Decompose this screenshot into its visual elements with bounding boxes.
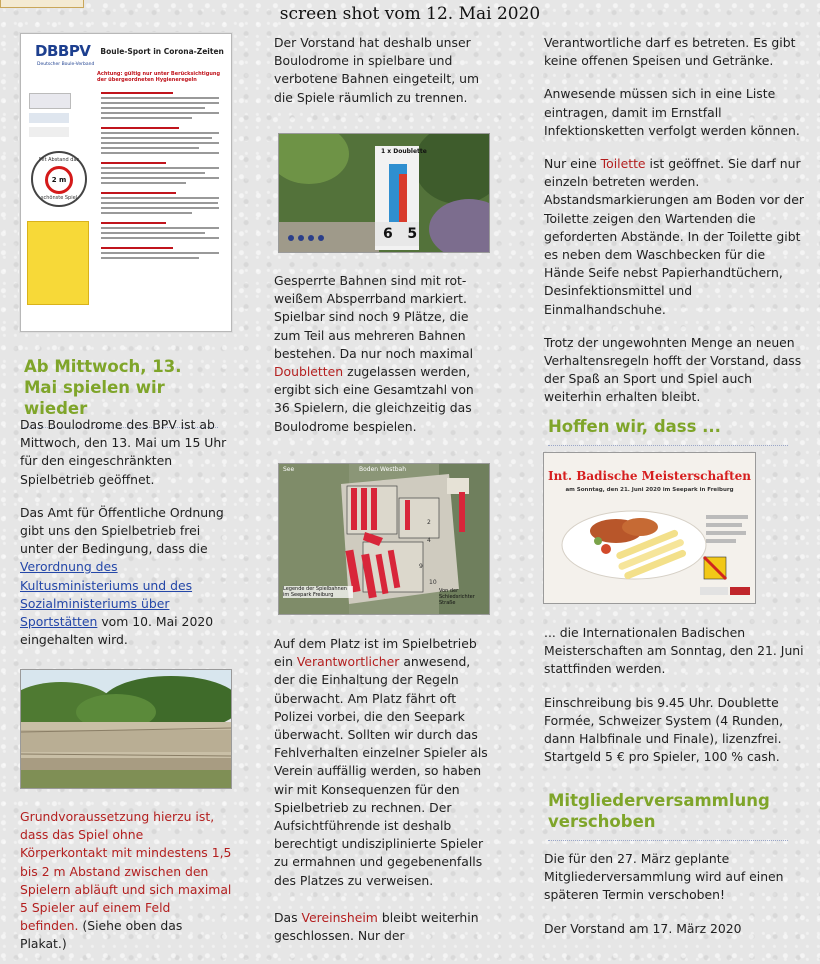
basic-requirement <box>20 808 232 954</box>
boulodrome-photo <box>20 669 232 789</box>
lanes-intro: Der Vorstand hat deshalb unser Boulodrome in spielbare und verbotene Bahnen eingeteilt, um die Spiele räumlich zu trennen. <box>274 35 480 105</box>
clubhouse-text-before: Das <box>274 910 298 925</box>
responsible-paragraph: Verantwortliche darf es betreten. Es gibt keine offenen Speisen und Getränke. <box>544 35 796 69</box>
regulation-date-text: vom 10. Mai 2020 eingehalten wird. <box>20 614 214 648</box>
svg-text:10: 10 <box>429 579 437 586</box>
blocked-lanes-text: Gesperrte Bahnen sind mit rot-weißem Absperrband markiert. Spielbar sind noch 9 Plätze, die zum Teil aus mehreren Bahnen bestehen. Da nur noch maximal <box>274 273 474 361</box>
right-text-top <box>544 34 804 422</box>
supervisor-paragraph <box>274 635 488 890</box>
poster-title: Boule-Sport in Corona-Zeiten <box>100 46 224 56</box>
flyer-subtitle: am Sonntag, den 21. Juni 2020 im Seepark in Freiburg <box>565 487 734 493</box>
requirement-note: (Siehe oben das Plakat.) <box>20 918 183 952</box>
svg-text:2: 2 <box>427 519 431 526</box>
page-title: screen shot vom 12. Mai 2020 <box>279 4 541 24</box>
two-meter-sign: 2 m <box>45 166 73 194</box>
regulation-text: Das Amt für Öffentliche Ordnung gibt uns den Spielbetrieb frei unter der Bedingung, dass die <box>20 504 224 557</box>
boulodrome-photo-graphic <box>21 670 231 788</box>
distance-badge <box>31 151 87 207</box>
registration-paragraph: Einschreibung bis 9.45 Uhr. Doublette Formée, Schweizer System (4 Runden, dann Halbfinale und Finale), lizenzfrei. Startgeld 5 € pro Spieler, 100 % cash. <box>544 694 784 765</box>
badge-text-bottom: schönste Spiel <box>40 195 78 201</box>
regulation-link[interactable]: Verordnung des Kultusministeriums und des Sozialministeriums über Sportstätten <box>20 559 193 630</box>
lane-sign-label: 1 x Doublette <box>381 148 427 155</box>
svg-text:9: 9 <box>419 563 423 570</box>
poster-warning: Achtung: gültig nur unter Berücksichtigung der übergeordneten Hygieneregeln <box>97 71 221 83</box>
hope-paragraph: Trotz der ungewohnten Menge an neuen Verhaltensregeln hofft der Vorstand, dass der Spaß an Sport und Spiel auch weiterhin erhalten bleibt. <box>544 334 802 405</box>
heading-reopening: Ab Mittwoch, 13. Mai spielen wir wieder <box>24 356 218 428</box>
championship-flyer <box>543 452 756 604</box>
supervisor-highlight: Verantwortlicher <box>296 654 400 670</box>
attendance-list-paragraph: Anwesende müssen sich in eine Liste eintragen, damit im Ernstfall Infektionsketten verfolgt werden können. <box>544 86 800 138</box>
heading-hope: Hoffen wir, dass ... <box>548 416 788 446</box>
toilet-highlight: Toilette <box>600 156 646 172</box>
blocked-lanes-paragraph <box>274 272 488 436</box>
toilet-paragraph <box>544 155 804 319</box>
toilet-text-after: ist geöffnet. Sie darf nur einzeln betreten werden. Abstandsmarkierungen am Boden vor der Toilette zeigen den Wartenden die geforderten Abstände. In der Toilette gibt es neben dem Waschbecken für die Hände Seife nebst Papierhandtüchern, Desinfektionsmittel und Einmalhandschuhe. <box>544 156 804 317</box>
clubhouse-paragraph <box>274 909 488 945</box>
toilet-text-before: Nur eine <box>544 156 597 172</box>
doubletten-highlight: Doubletten <box>274 364 344 380</box>
lane-sign-numbers: 6 5 <box>383 226 418 242</box>
regulation-paragraph <box>20 504 232 650</box>
left-text-column <box>20 416 232 664</box>
supervisor-rules-text: anwesend, der die Einhaltung der Regeln überwacht. Am Platz fährt oft Polizei vorbei, die den Seepark überwacht. Sollten wir durch das Fehlverhalten einzelner Spieler als Verein auffällig werden, so haben wir mit Konsequenzen für den Spielbetrieb zu rechnen. Der Aufsichtführende ist deshalb berechtigt undisziplinierte Spieler zu ermahnen und gegebenenfalls des Platzes zu verweisen. <box>274 654 488 888</box>
right-text-bottom <box>544 850 806 953</box>
flyer-food-graphic <box>544 453 755 603</box>
poster-logo-sub: Deutscher Boule-Verband <box>37 62 95 67</box>
requirement-highlight: Grundvoraussetzung hierzu ist, dass das Spiel ohne Körperkontakt mit mindestens 1,5 bis 2 m Abstand zwischen den Spielern abläuft und sich maximal 5 Spieler auf einem Feld befinden. <box>20 809 232 934</box>
badge-text-top: Mit Abstand das <box>38 157 80 163</box>
map-label-top: Boden Westbah <box>359 466 407 473</box>
map-legend: Legende der Spielbahnen im Seepark Freiburg <box>283 586 353 598</box>
lane-sign-photo <box>278 133 490 253</box>
board-signature: Der Vorstand am 17. März 2020 <box>544 920 742 936</box>
dbbpv-logo: DBBPV <box>35 42 91 60</box>
boulodrome-map <box>278 463 490 615</box>
map-label-see: See <box>283 466 295 473</box>
meeting-paragraph: Die für den 27. März geplante Mitgliederversammlung wird auf einen späteren Termin verschoben! <box>544 851 784 903</box>
clubhouse-highlight: Vereinsheim <box>301 910 378 925</box>
supervisor-text: Auf dem Platz ist im Spielbetrieb ein <box>274 636 477 670</box>
reopening-paragraph: Das Boulodrome des BPV ist ab Mittwoch, den 13. Mai um 15 Uhr für den eingeschränkten Spielbetrieb geöffnet. <box>20 417 227 487</box>
map-legend-street: Von der Schiedsrichter Straße <box>439 588 475 606</box>
poster-image <box>20 33 232 332</box>
players-count-text: zugelassen werden, ergibt sich eine Gesamtzahl von 36 Spielern, die gleichzeitig das Boulodrome bespielen. <box>274 364 474 434</box>
flyer-title: Int. Badische Meisterschaften <box>547 469 752 483</box>
svg-text:4: 4 <box>427 537 431 544</box>
right-text-middle <box>544 624 806 781</box>
clubhouse-text-after: bleibt weiterhin geschlossen. Nur der <box>274 910 479 944</box>
heading-meeting-postponed: Mitgliederversammlung verschoben <box>548 790 788 841</box>
championship-paragraph: ... die Internationalen Badischen Meisterschaften am Sonntag, den 21. Juni stattfinden werden. <box>544 625 804 677</box>
